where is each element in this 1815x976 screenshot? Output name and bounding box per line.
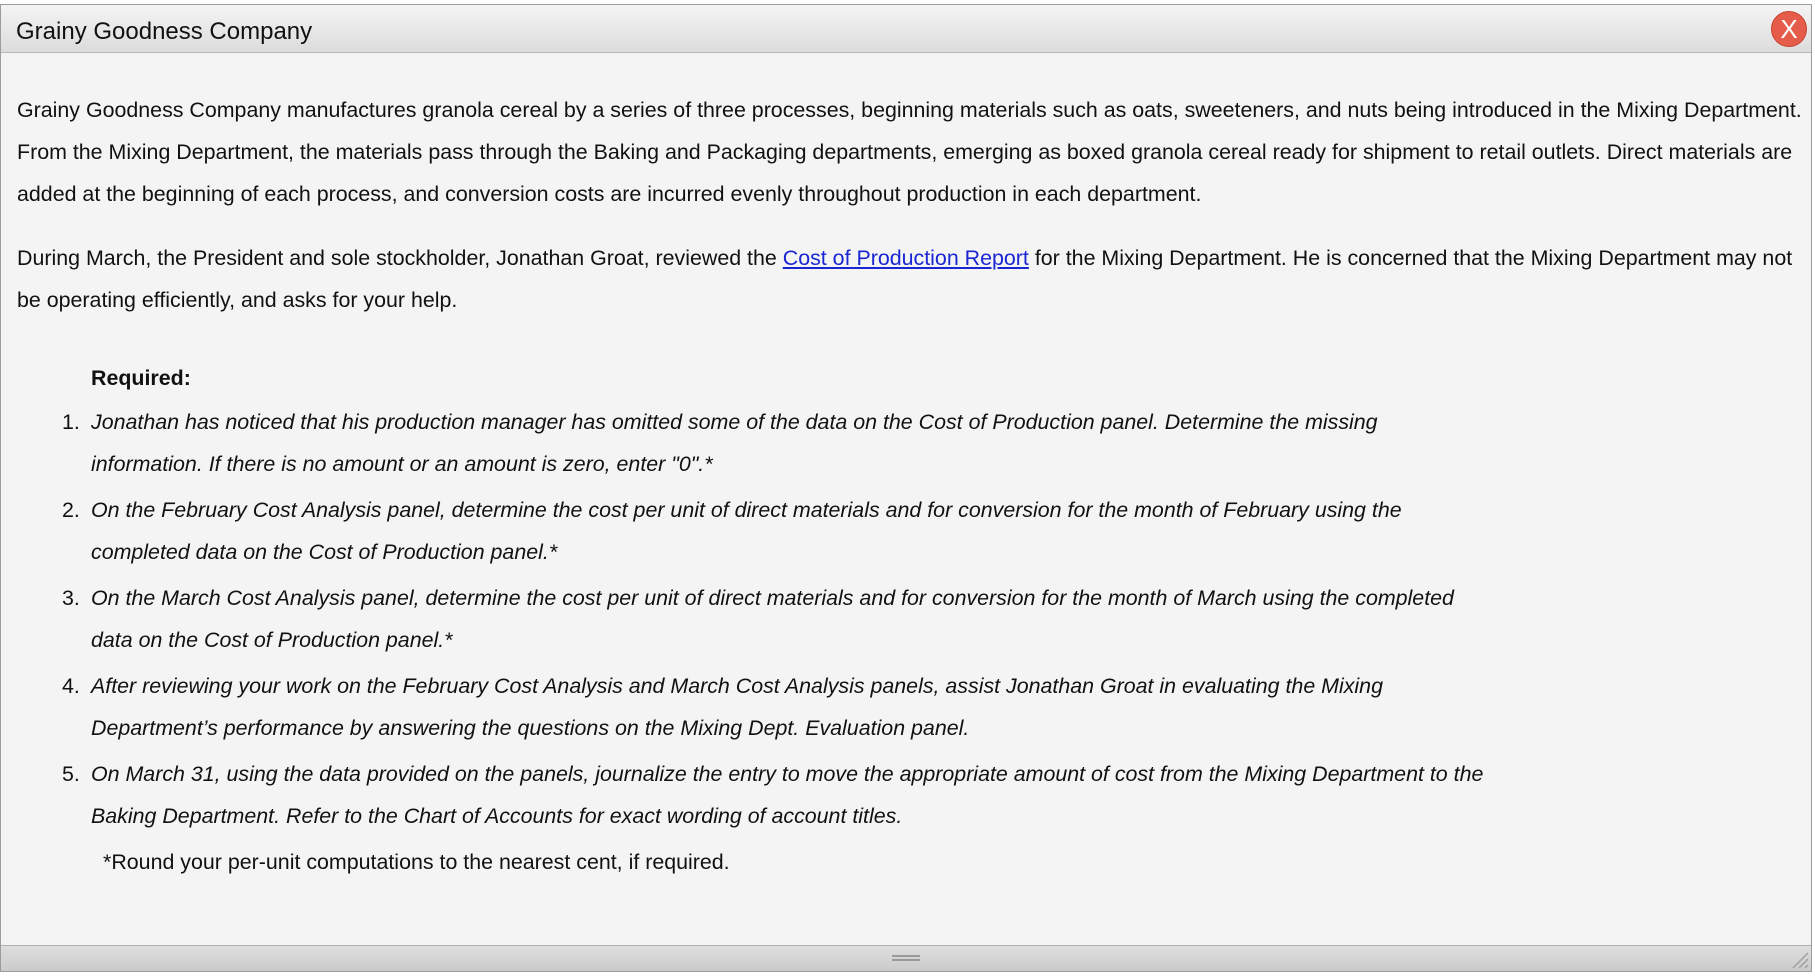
requirement-item: [62, 577, 1491, 661]
requirement-number: 5.: [62, 762, 80, 786]
requirement-text: On the February Cost Analysis panel, determine the cost per unit of direct materials and for conversion for the month of February using the completed data on the Cost of Production panel.*: [91, 498, 1402, 564]
requirement-item: [62, 401, 1491, 485]
requirement-text: After reviewing your work on the February Cost Analysis and March Cost Analysis panels, assist Jonathan Groat in evaluating the Mixing Department’s performance by answering the questions on the Mixing Dept. Evaluation panel.: [91, 674, 1383, 740]
cost-of-production-report-link[interactable]: Cost of Production Report: [782, 246, 1029, 270]
drag-handle-icon[interactable]: [892, 955, 920, 961]
requirement-item: [62, 489, 1491, 573]
requirement-number: 1.: [62, 410, 80, 434]
requirement-text: On March 31, using the data provided on the panels, journalize the entry to move the appropriate amount of cost from the Mixing Department to the Baking Department. Refer to the Chart of Accounts for exact wording of account titles.: [91, 762, 1484, 828]
requirements-list: [62, 401, 1491, 837]
window-title: Grainy Goodness Company: [16, 18, 313, 45]
rounding-footnote: *Round your per-unit computations to the nearest cent, if required.: [103, 850, 730, 874]
close-button[interactable]: [1771, 11, 1807, 47]
intro-paragraph: Grainy Goodness Company manufactures granola cereal by a series of three processes, beginning materials such as oats, sweeteners, and nuts being introduced in the Mixing Department. From the Mixing Department, the materials pass through the Baking and Packaging departments, emerging as boxed granola cereal ready for shipment to retail outlets. Direct materials are added at the beginning of each process, and conversion costs are incurred evenly throughout production in each department.: [17, 98, 1802, 206]
instructions-content: [17, 89, 1807, 321]
dialog-window: [0, 4, 1812, 972]
request-paragraph: [17, 237, 1807, 321]
resize-grip-icon[interactable]: [1789, 949, 1809, 969]
request-text-start: During March, the President and sole stockholder, Jonathan Groat, reviewed the: [17, 246, 783, 270]
requirement-number: 3.: [62, 586, 80, 610]
requirement-item: [62, 753, 1491, 837]
requirement-text: On the March Cost Analysis panel, determine the cost per unit of direct materials and for conversion for the month of March using the completed data on the Cost of Production panel.*: [91, 586, 1454, 652]
requirement-item: [62, 665, 1491, 749]
requirement-number: 4.: [62, 674, 80, 698]
required-section: [62, 357, 1491, 883]
bottom-bar: [1, 945, 1811, 971]
request-text-end: for the Mixing Department. He is concerned that the Mixing Department may not be operating efficiently, and asks for your help.: [17, 246, 1793, 312]
requirement-text: Jonathan has noticed that his production manager has omitted some of the data on the Cost of Production panel. Determine the missing information. If there is no amount or an amount is zero, enter "0".*: [91, 410, 1378, 476]
close-icon: X: [1780, 14, 1798, 44]
title-bar[interactable]: [1, 5, 1811, 53]
required-heading: Required:: [91, 366, 191, 390]
requirement-number: 2.: [62, 498, 80, 522]
